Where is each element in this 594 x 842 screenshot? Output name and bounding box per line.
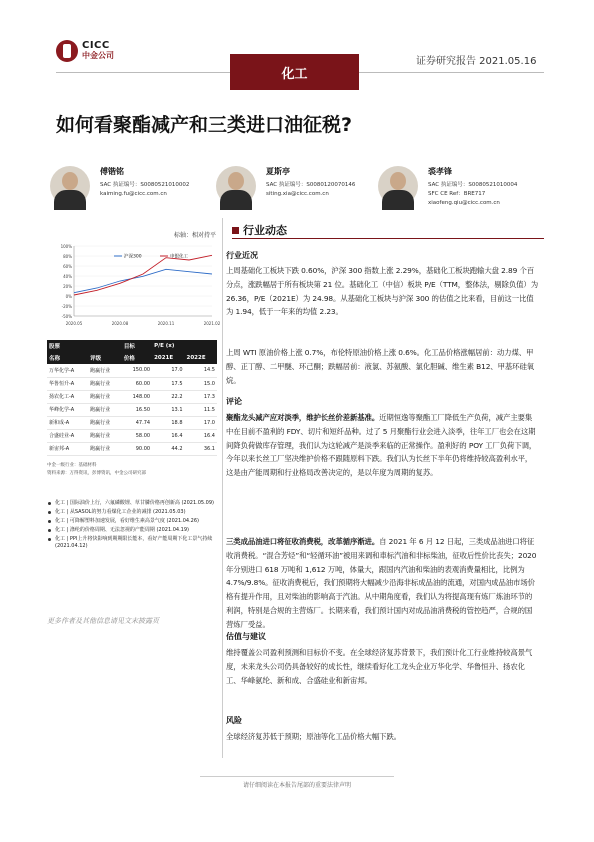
cell-name: 新宙邦-A (47, 442, 88, 455)
related-report-item[interactable]: 化工 | 国际油价上行，六氟磷酸锂、草甘膦价格再创新高 (2021.05.09) (47, 500, 217, 507)
subsection-comment: 评论 (226, 397, 242, 406)
performance-chart (56, 242, 221, 328)
x-tick-label: 2021.02 (203, 321, 221, 326)
author-ce-ref: SFC CE Ref：BRE717 (428, 191, 486, 197)
section-marker-icon (232, 227, 239, 234)
paragraph-polyester (226, 411, 538, 480)
series-line-hs300 (74, 269, 212, 292)
paragraph-oil-tax-body: 自 2021 年 6 月 12 日起，三类成品油进口将征收消费税。“混合芳烃”和“轻循环油”被用来调和車标汽油和非标柴油，征收后性价比丧失；2020 年分别进口 618 万吨和 1,612 万吨，体量大，跟国内汽油和柴油的表观消费量相比，比例为 4.7%/9.8%。征收消费税后，我们预期将大幅减少沿海非标成品油的流通，对国内成品油市场价格有提升作用，且对柴油的影响高于汽油。从中期角度看，我们认为将提高现有炼厂炼油环节的利润，特别是合规的主营炼厂。长期来看，我们预计国内对成品油消费税的管控趋严，合规的国营炼厂受益。 (226, 537, 537, 629)
author-1-info (100, 166, 189, 199)
logo-name-en: CICC (82, 40, 110, 51)
table-row (47, 390, 217, 403)
cell-pe-2021e: 17.0 (152, 364, 184, 377)
cell-rating: 跑赢行业 (88, 429, 122, 442)
author-name: 夏斯亭 (266, 167, 290, 176)
y-tick-label: 60% (63, 264, 72, 269)
cell-name: 万华化学-A (47, 364, 88, 377)
paragraph-oil-tax (226, 535, 538, 632)
footer-disclaimer[interactable]: 请仔细阅读在本报告尾部的重要法律声明 (242, 782, 351, 789)
y-tick-label: 0% (65, 294, 72, 299)
x-tick-label: 2020.05 (65, 321, 83, 326)
th-stock: 股票 (47, 340, 88, 352)
cicc-logo-icon (56, 40, 78, 62)
author-name: 裘孝锋 (428, 167, 452, 176)
avatar (50, 166, 90, 206)
subsection-risk: 风险 (226, 716, 242, 725)
y-tick-label: 20% (63, 284, 72, 289)
author-2 (216, 166, 256, 206)
report-type-date: 证券研究报告 2021.05.16 (416, 56, 537, 67)
table-row (47, 364, 217, 377)
cell-price: 90.00 (122, 442, 152, 455)
table-row (47, 442, 217, 455)
th-rating: 评级 (88, 352, 122, 364)
section-header (232, 222, 287, 238)
x-tick-label: 2020.11 (157, 321, 175, 326)
page-title: 如何看聚酯减产和三类进口油征税? (56, 114, 353, 136)
cell-pe-2021e: 44.2 (152, 442, 184, 455)
author-email[interactable]: siting.xia@cicc.com.cn (266, 191, 329, 197)
cell-pe-2021e: 13.1 (152, 403, 184, 416)
th-price: 价格 (122, 352, 152, 364)
cell-price: 60.00 (122, 377, 152, 390)
y-tick-label: 40% (63, 274, 72, 279)
cell-pe-2022e: 11.5 (185, 403, 217, 416)
cell-name: 新和成-A (47, 416, 88, 429)
sector-label: 化工 (230, 54, 359, 90)
author-1 (50, 166, 90, 206)
author-3-info (428, 166, 517, 208)
stock-table (47, 340, 217, 478)
cell-rating: 跑赢行业 (88, 442, 122, 455)
footer-divider (200, 776, 394, 777)
cell-pe-2021e: 17.5 (152, 377, 184, 390)
paragraph-market: 上周基础化工板块下跌 0.60%，沪深 300 指数上涨 2.29%，基础化工板块跑输大盘 2.89 个百分点，涨跌幅居于所有板块第 21 位。基础化工（中信）板块 P/E（TTM，整体法，剔除负值）为 26.36，P/E（2021E）为 24.98。从基础化工板块与沪深 300 的估值之比来看，目前这一比值为 1.94，低于一年来的均值 2.23。 (226, 266, 539, 317)
paragraph-prices: 上周 WTI 原油价格上涨 0.7%，布伦特原油价格上涨 0.6%。化工品价格涨幅居前：动力煤、甲醇、正丁醇、二甲醚、环己酮；跌幅居前：液氯、苏氨酸、氯化胆碱、维生素 B12、甲基环硅氧烷。 (226, 348, 535, 385)
cell-price: 58.00 (122, 429, 152, 442)
cicc-logo (56, 38, 126, 64)
y-tick-label: -20% (61, 304, 72, 309)
cell-pe-2022e: 16.4 (185, 429, 217, 442)
cell-rating: 跑赢行业 (88, 403, 122, 416)
section-rule (232, 238, 544, 239)
cell-name: 华鲁恒升-A (47, 377, 88, 390)
cell-price: 47.74 (122, 416, 152, 429)
paragraph-polyester-body: 近期恒逸等聚酯工厂降低生产负荷，减产主要集中在目前不盈利的 FDY、切片和短纤品种。过了 5 月聚酯行业会进入淡季，往年工厂也会在这期间降负荷做库存管理，我们认为这轮减产是淡季来临的正常操作。盈利好的 POY 工厂负荷下调，今年以来长丝工厂坚决维护价格不跟随原料下跌。我们认为长丝下半年仍将维持较高盈利水平，这是由产能周期和行业格局改善决定的，是以年度为周期的复苏。 (226, 413, 537, 478)
cell-pe-2022e: 14.5 (185, 364, 217, 377)
logo-name-cn: 中金公司 (82, 51, 114, 60)
th-2022e: 2022E (185, 352, 217, 364)
cell-pe-2022e: 17.0 (185, 416, 217, 429)
series-line-chemical (74, 255, 212, 295)
author-email[interactable]: xiaofeng.qiu@cicc.com.cn (428, 200, 500, 206)
th-blank (88, 340, 122, 352)
table-row (47, 377, 217, 390)
cell-price: 148.00 (122, 390, 152, 403)
cell-name: 华峰化学-A (47, 403, 88, 416)
th-target: 目标 (122, 340, 152, 352)
cell-rating: 跑赢行业 (88, 390, 122, 403)
paragraph-oil-tax-lead: 三类成品油进口将征收消费税，改革循序渐进。 (226, 537, 380, 546)
table-row (47, 403, 217, 416)
author-license: SAC 执证编号：S0080521010004 (428, 182, 518, 188)
cell-pe-2021e: 16.4 (152, 429, 184, 442)
author-license: SAC 执证编号：S0080521010002 (100, 182, 190, 188)
author-3 (378, 166, 418, 206)
cell-pe-2022e: 15.0 (185, 377, 217, 390)
x-tick-label: 2020.08 (111, 321, 129, 326)
legend-label: 沪深300 (124, 254, 142, 260)
author-license: SAC 执证编号：S0080120070146 (266, 182, 356, 188)
paragraph-polyester-lead: 聚酯龙头减产应对淡季，维护长丝价差新基准。 (226, 413, 380, 422)
related-report-item[interactable]: 化工 | PPI上升将快影响到期期限长能本，看好产能周期下化工景气持续 (2021.04.12) (47, 536, 217, 550)
cell-name: 合盛硅业-A (47, 429, 88, 442)
table-note-sector: 中金一级行业：基础材料 (47, 462, 97, 468)
y-tick-label: 100% (60, 244, 72, 249)
related-report-item[interactable]: 化工 | 可降解塑料加速发展，看好维生素高景气度 (2021.04.26) (47, 518, 217, 525)
cell-rating: 跑赢行业 (88, 377, 122, 390)
cell-pe-2022e: 17.3 (185, 390, 217, 403)
table-row (47, 429, 217, 442)
related-report-item[interactable]: 化工 | 涤纶的价格周期、无法忽视的产能周期 (2021.04.19) (47, 527, 217, 534)
y-tick-label: 80% (63, 254, 72, 259)
th-2021e: 2021E (152, 352, 184, 364)
cell-pe-2021e: 18.8 (152, 416, 184, 429)
related-report-item[interactable]: 化工 | 从SASOL的努力看煤化工企业的减排 (2021.05.03) (47, 509, 217, 516)
cell-name: 扬农化工-A (47, 390, 88, 403)
section-title: 行业动态 (243, 224, 287, 237)
rating-label: 标轴：相对持平 (174, 232, 217, 239)
avatar (378, 166, 418, 206)
legend-label: 申银化工 (170, 254, 188, 260)
cell-rating: 跑赢行业 (88, 364, 122, 377)
cell-pe-2022e: 36.1 (185, 442, 217, 455)
cell-pe-2021e: 22.2 (152, 390, 184, 403)
table-row (47, 416, 217, 429)
performance-chart-svg (56, 242, 221, 328)
paragraph-risk: 全球经济复苏低于预期；原油等化工品价格大幅下跌。 (226, 732, 401, 741)
author-name: 傅锴铭 (100, 167, 124, 176)
subsection-valuation: 估值与建议 (226, 632, 266, 641)
avatar (216, 166, 256, 206)
th-name: 名称 (47, 352, 88, 364)
column-divider (222, 218, 223, 758)
y-tick-label: -50% (61, 314, 72, 319)
table-note-source: 资料来源：万得资讯，彭博资讯，中金公司研究部 (47, 470, 146, 476)
cell-price: 16.50 (122, 403, 152, 416)
th-pe: P/E (x) (152, 340, 217, 352)
author-2-info (266, 166, 355, 199)
subsection-recent: 行业近况 (226, 251, 258, 260)
paragraph-valuation: 维持覆盖公司盈利预测和目标价不变。在全球经济复苏背景下，我们预计化工行业维持较高景气度，未来龙头公司仍具备较好的成长性，继续看好化工龙头企业万华化学、华鲁恒升、扬农化工、华峰氨纶、新和成、合盛硅业和新宙邦。 (226, 648, 533, 685)
author-email[interactable]: kaiming.fu@cicc.com.cn (100, 191, 167, 197)
related-reports (47, 500, 217, 552)
cell-rating: 跑赢行业 (88, 416, 122, 429)
cell-price: 150.00 (122, 364, 152, 377)
more-info-note: 更多作者及其他信息请见文末披露页 (47, 617, 159, 625)
